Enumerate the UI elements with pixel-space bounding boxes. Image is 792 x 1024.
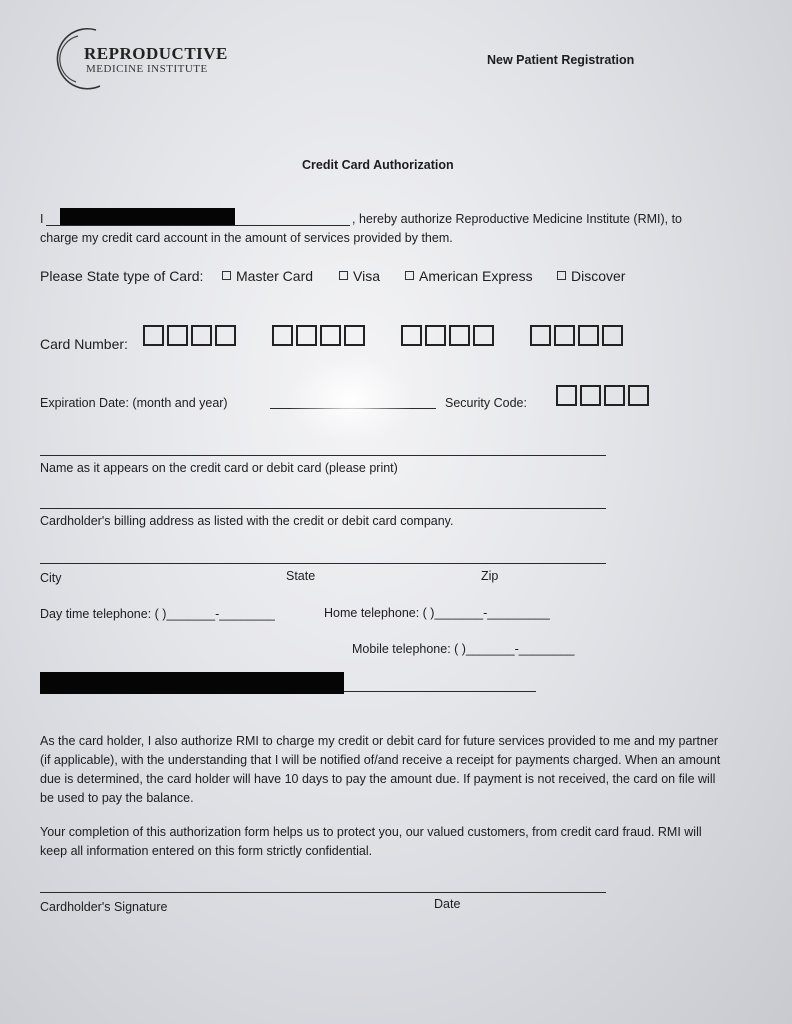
authorize-line2: charge my credit card account in the amount of services provided by them. <box>40 231 453 245</box>
redacted-field-line[interactable] <box>344 691 536 692</box>
confidentiality-paragraph: Your completion of this authorization form helps us to protect you, our valued customers, from credit card fraud. RMI will keep all information entered on this form strictly confidential. <box>40 825 702 858</box>
checkbox-icon <box>405 271 414 280</box>
date-label: Date <box>434 897 461 911</box>
option-label: Visa <box>353 268 380 284</box>
option-amex[interactable] <box>405 268 533 284</box>
option-label: American Express <box>419 268 533 284</box>
mobile-phone[interactable]: Mobile telephone: ( )_______-________ <box>352 642 575 656</box>
zip-label: Zip <box>481 569 499 583</box>
checkbox-icon <box>557 271 566 280</box>
redacted-field <box>40 672 344 694</box>
home-phone[interactable]: Home telephone: ( )_______-_________ <box>324 606 550 620</box>
security-code-boxes[interactable] <box>556 385 652 411</box>
redacted-name <box>60 208 235 225</box>
name-blank-line[interactable] <box>46 225 350 226</box>
signature-line[interactable] <box>40 892 606 893</box>
address-caption: Cardholder's billing address as listed with the credit or debit card company. <box>40 514 454 528</box>
option-visa[interactable] <box>339 268 380 284</box>
security-code-label: Security Code: <box>445 396 527 410</box>
city-label: City <box>40 571 62 585</box>
card-number-label: Card Number: <box>40 336 128 352</box>
signature-label: Cardholder's Signature <box>40 900 168 914</box>
option-label: Master Card <box>236 268 314 284</box>
city-state-zip-line[interactable] <box>40 563 606 564</box>
authorize-prefix: I <box>40 212 44 226</box>
expiration-label: Expiration Date: (month and year) <box>40 396 228 410</box>
form-title: Credit Card Authorization <box>302 158 454 172</box>
name-caption: Name as it appears on the credit card or debit card (please print) <box>40 461 398 475</box>
authorize-suffix: , hereby authorize Reproductive Medicine Institute (RMI), to <box>352 212 683 226</box>
expiration-line[interactable] <box>270 408 436 409</box>
card-number-group-2[interactable] <box>272 325 368 351</box>
day-phone[interactable]: Day time telephone: ( )_______-________ <box>40 607 275 621</box>
card-type-label: Please State type of Card: <box>40 268 204 284</box>
checkbox-icon <box>222 271 231 280</box>
checkbox-icon <box>339 271 348 280</box>
option-discover[interactable] <box>557 268 625 284</box>
logo-line2: MEDICINE INSTITUTE <box>86 63 208 75</box>
header-title: New Patient Registration <box>487 53 635 67</box>
state-label: State <box>286 569 316 583</box>
authorization-paragraph: As the card holder, I also authorize RMI to charge my credit or debit card for future services provided to me and my partner (if applicable), with the understanding that I will be notified of/and receive a receipt for payments charged. When an amount due is determined, the card holder will have 10 days to pay the amount due. If payment is not received, the card on file will be used to pay the balance. <box>40 734 721 805</box>
logo-line1: REPRODUCTIVE <box>84 44 228 63</box>
photo-glare <box>290 360 410 440</box>
card-number-group-4[interactable] <box>530 325 626 351</box>
address-line[interactable] <box>40 508 606 509</box>
card-number-group-1[interactable] <box>143 325 239 351</box>
card-number-group-3[interactable] <box>401 325 497 351</box>
name-line[interactable] <box>40 455 606 456</box>
option-mastercard[interactable] <box>222 268 313 284</box>
option-label: Discover <box>571 268 626 284</box>
